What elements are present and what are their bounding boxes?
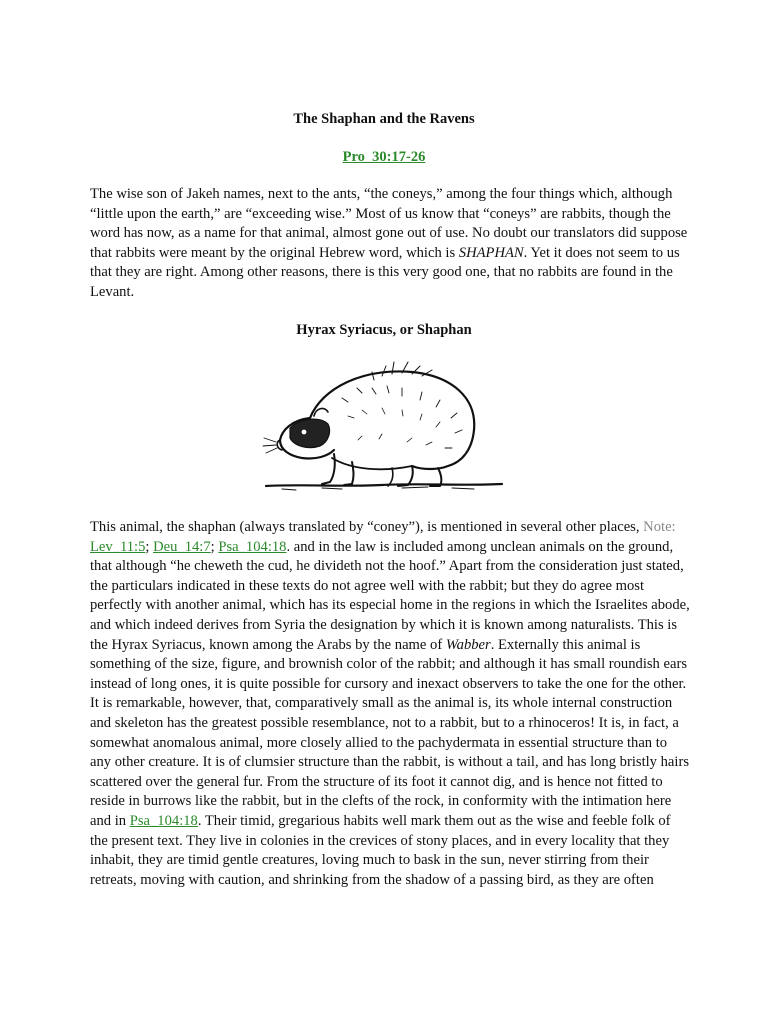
para2-body-b: . Externally this animal is something of the size, figure, and brownish color of the rabbit; and although it has small roundish ears instead of long ones, it is quite possible for cursory and inexact observers to take the one for the other. It is remarkable, however, that, comparatively small as the animal is, its whole internal construction and skeleton has the greatest possible resemblance, not to a rabbit, but to a rhinoceros! It is, in fact, a somewhat anomalous animal, more closely allied to the pachydermata in essential structure than to any other creature. It is of clumsier structure than the rabbit, is without a tail, and has long bristly hairs scattered over the general fur. From the structure of its foot it cannot dig, and is hence not fitted to reside in burrows like the rabbit, but in the clefts of the rock, in conformity with the intimation here and in xyxy=(90,636,689,829)
para1-text-a: The wise son of Jakeh names, next to the ants, “the coneys,” among the four things which, although “little upon the earth,” are “exceeding wise.” Most of us know that “coneys” are rabbits, though the word has now, as a name for that animal, almost gone out of use. No doubt our translators did suppose that rabbits were meant by the original Hebrew word, which is xyxy=(90,186,688,261)
ref-separator: ; xyxy=(210,538,219,555)
paragraph-intro xyxy=(90,185,690,303)
figure-heading: Hyrax Syriacus, or Shaphan xyxy=(296,322,472,338)
para1-italic: SHAPHAN xyxy=(458,244,524,261)
ref-link-psa[interactable]: Psa_104:18 xyxy=(218,538,287,555)
ref-link-psa-end[interactable]: Psa_104:18 xyxy=(129,812,198,829)
para1-text-b: . Yet it does not seem to us that they are right. Among other reasons, there is this very good one, that no rabbits are found in the Levant. xyxy=(90,244,680,300)
ref-link-lev[interactable]: Lev_11:5 xyxy=(90,538,146,555)
para2-intro: This animal, the shaphan (always translated by “coney”), is mentioned in several other places, xyxy=(90,519,644,535)
para2-body: . and in the law is included among unclean animals on the ground, that although “he cheweth the cud, he divideth not the hoof.” Apart from the consideration just stated, the particulars indicated in these texts do not agree well with the rabbit; but they do agree most perfectly with another animal, which has its especial home in the regions in which the Israelites abode, and which indeed derives from Syria the designation by which it is known among naturalists. This is the Hyrax Syriacus, known among the Arabs by the name of xyxy=(90,538,690,653)
ref-separator: ; xyxy=(145,538,154,555)
note-label: Note: xyxy=(643,519,676,535)
reference-link[interactable]: Pro_30:17-26 xyxy=(342,149,426,165)
hyrax-illustration-icon xyxy=(262,358,506,498)
para2-italic: Wabber xyxy=(445,636,491,653)
page-title: The Shaphan and the Ravens xyxy=(293,111,475,127)
paragraph-description xyxy=(90,518,690,890)
para2-body-c: . Their timid, gregarious habits well mark them out as the wise and feeble folk of the present text. They live in colonies in the crevices of stony places, and in every locality that they inhabit, they are timid gentle creatures, loving much to bask in the sun, never stirring from their retreats, moving with caution, and shrinking from the shadow of a passing bird, as they are often xyxy=(90,812,671,888)
ref-link-deu[interactable]: Deu_14:7 xyxy=(153,538,211,555)
scripture-reference xyxy=(0,149,768,166)
